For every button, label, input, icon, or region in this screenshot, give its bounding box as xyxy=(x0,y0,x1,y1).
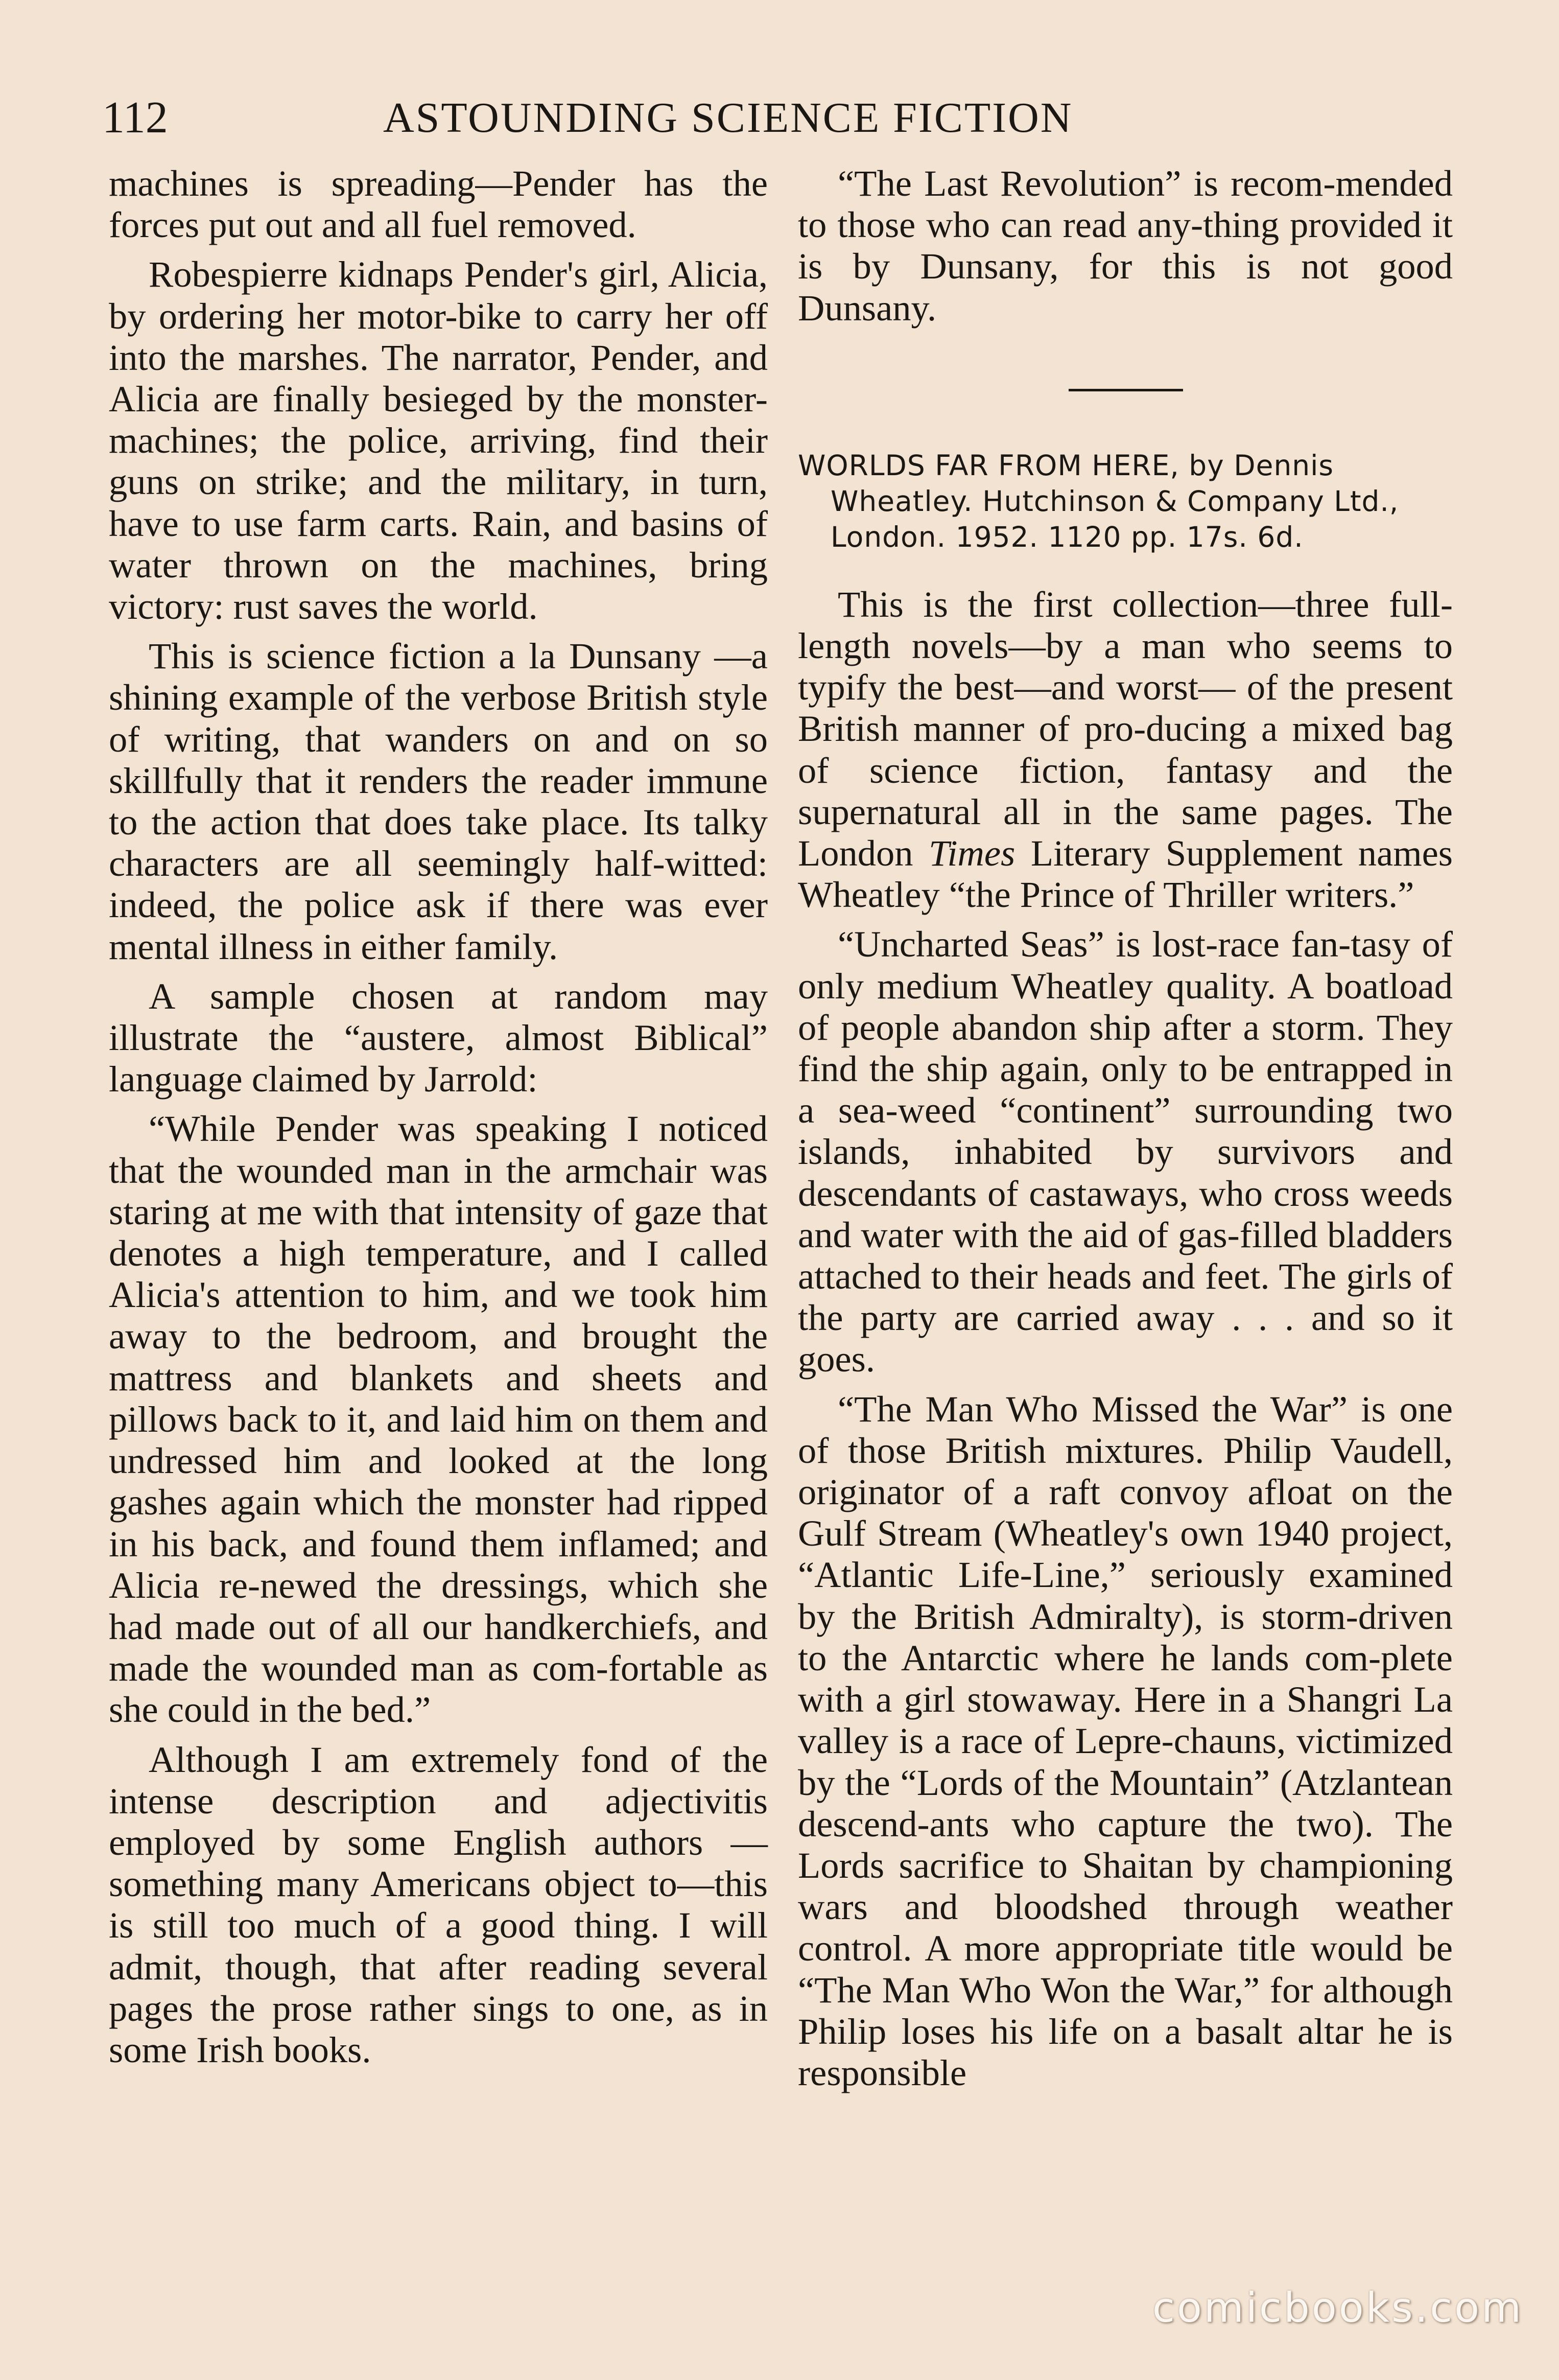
quotation-paragraph: “While Pender was speaking I noticed that the wounded man in the armchair was staring at me with that intensity of gaze that denotes a high temperature, and I called Alicia's attention to him, and we took him away to the bedroom, and brought the mattress and blankets and sheets and pillows back to it, and laid him on them and undressed him and looked at the long gashes again which the monster had ripped in his back, and found them inflamed; and Alicia re-newed the dressings, which she had made out of all our handkerchiefs, and made the wounded man as com-fortable as she could in the bed.” xyxy=(109,1108,768,1731)
site-watermark: comicbooks.com xyxy=(1152,2284,1523,2331)
page-number: 112 xyxy=(102,93,168,143)
page-header xyxy=(102,90,1451,146)
review-paragraph: “The Man Who Missed the War” is one of those British mixtures. Philip Vaudell, originator of a raft convoy afloat on the Gulf Stream (Wheatley's own 1940 project, “Atlantic Life-Line,” seriously examined by the British Admiralty), is storm-driven to the Antarctic where he lands com-plete with a girl stowaway. Here in a Shangri La valley is a race of Lepre-chauns, victimized by the “Lords of the Mountain” (Atzlantean descend-ants who capture the two). The Lords sacrifice to Shaitan by championing wars and bloodshed through weather control. A more appropriate title would be “The Man Who Won the War,” for although Philip loses his life on a basalt altar he is responsible xyxy=(798,1388,1453,2093)
paragraph: “The Last Revolution” is recom-mended to those who can read any-thing provided it is by Dunsany, for this is not good Dunsany. xyxy=(798,162,1453,329)
review-text: This is the first collection—three full-length novels—by a man who seems to typify the best—and worst— of the present British manner of pro-ducing a mixed bag of science fiction, fantasy and the supernatural all in the same pages. The London xyxy=(798,583,1453,874)
right-column xyxy=(798,162,1453,2102)
magazine-title: ASTOUNDING SCIENCE FICTION xyxy=(383,94,1073,142)
paragraph: Robespierre kidnaps Pender's girl, Alicia, by ordering her motor-bike to carry her off into the marshes. The narrator, Pender, and Alicia are finally besieged by the monster-machines; the police, arriving, find their guns on strike; and the military, in turn, have to use farm carts. Rain, and basins of water thrown on the machines, bring victory: rust saves the world. xyxy=(109,253,768,627)
paragraph: This is science fiction a la Dunsany —a shining example of the verbose British style of writing, that wanders on and on so skillfully that it renders the reader immune to the action that does take place. Its talky characters are all seemingly half-witted: indeed, the police ask if there was ever mental illness in either family. xyxy=(109,635,768,967)
paragraph: Although I am extremely fond of the intense description and adjectivitis employed by some English authors —something many Americans object to—this is still too much of a good thing. I will admit, though, that after reading several pages the prose rather sings to one, as in some Irish books. xyxy=(109,1738,768,2070)
paragraph: A sample chosen at random may illustrate the “austere, almost Biblical” language claimed by Jarrold: xyxy=(109,975,768,1100)
book-review-heading xyxy=(798,448,1453,555)
left-column xyxy=(109,162,768,2079)
review-paragraph: “Uncharted Seas” is lost-race fan-tasy of only medium Wheatley quality. A boatload of people abandon ship after a storm. They find the ship again, only to be entrapped in a sea-weed “continent” surrounding two islands, inhabited by survivors and descendants of castaways, who cross weeds and water with the aid of gas-filled bladders attached to their heads and feet. The girls of the party are carried away . . . and so it goes. xyxy=(798,923,1453,1380)
paragraph-continuation: machines is spreading—Pender has the forces put out and all fuel removed. xyxy=(109,162,768,246)
book-heading-line: WORLDS FAR FROM HERE, by Dennis xyxy=(798,449,1334,482)
review-paragraph xyxy=(798,584,1453,916)
book-heading-line: Wheatley. Hutchinson & Company Ltd., xyxy=(831,484,1399,518)
book-heading-line: London. 1952. 1120 pp. 17s. 6d. xyxy=(831,520,1304,553)
review-text: Literary Supplement names Wheatley “the Prince of Thriller writers.” xyxy=(798,832,1453,916)
section-divider xyxy=(1069,389,1183,391)
newspaper-title: Times xyxy=(929,832,1015,874)
